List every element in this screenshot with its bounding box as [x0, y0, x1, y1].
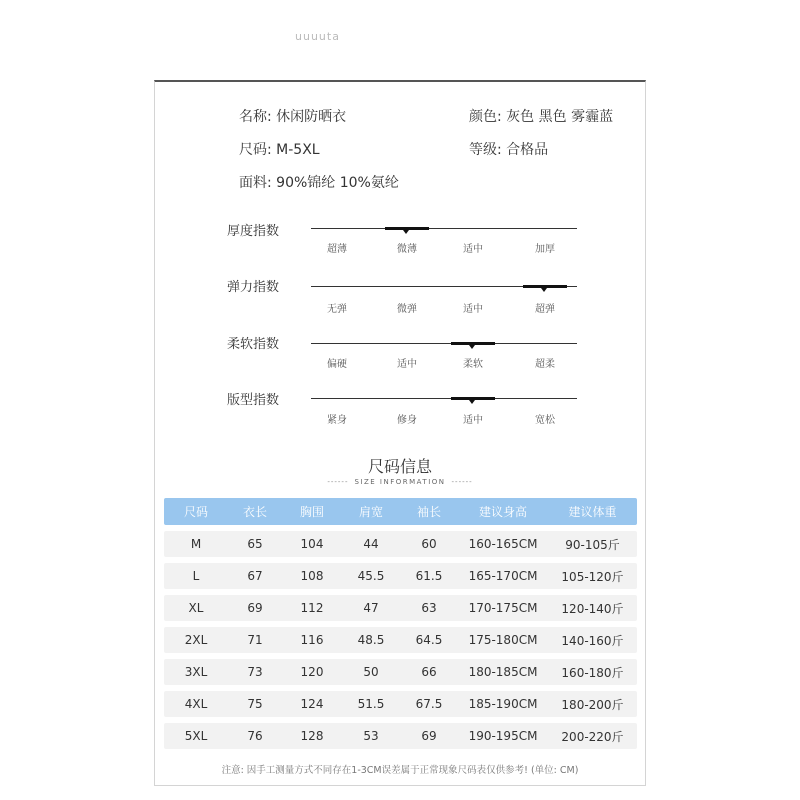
table-cell: 67.5: [415, 697, 443, 711]
table-cell: 165-170CM: [468, 569, 538, 583]
table-cell: 48.5: [357, 633, 385, 647]
index-scale-line: [311, 398, 577, 399]
column-header: 袖长: [416, 505, 441, 519]
table-row: [164, 691, 637, 717]
product-fabric: 面料: 90%锦纶 10%氨纶: [239, 175, 399, 191]
index-marker: [523, 285, 567, 288]
column-header: 衣长: [242, 505, 267, 519]
table-cell: 67: [247, 569, 263, 583]
table-cell: 51.5: [357, 697, 385, 711]
measurement-note: 注意: 因手工测量方式不同存在1-3CM误差属于正常现象尺码表仅供参考! (单位: CM): [221, 765, 579, 776]
table-cell: 47: [363, 601, 379, 615]
table-cell: 140-160斤: [561, 633, 624, 648]
table-cell: 116: [300, 633, 324, 647]
index-option: 微薄: [397, 244, 417, 255]
index-label: 弹力指数: [227, 280, 280, 295]
table-cell: 61.5: [415, 569, 443, 583]
table-row: [164, 627, 637, 653]
index-option: 超柔: [535, 359, 555, 370]
table-cell: 128: [300, 729, 324, 743]
table-cell: 112: [300, 601, 324, 615]
table-cell: 65: [247, 537, 263, 551]
index-scale-line: [311, 343, 577, 344]
index-option: 紧身: [327, 415, 347, 426]
table-cell: 44: [363, 537, 379, 551]
marker-pointer-icon: [403, 230, 409, 234]
index-scale-line: [311, 228, 577, 229]
index-option: 修身: [397, 415, 417, 426]
table-row: [164, 659, 637, 685]
size-info-title: 尺码信息: [367, 457, 432, 476]
marker-pointer-icon: [469, 400, 475, 404]
table-cell: 69: [421, 729, 437, 743]
index-option: 无弹: [327, 304, 347, 315]
table-cell: 64.5: [415, 633, 443, 647]
table-cell: 104: [300, 537, 324, 551]
index-option: 柔软: [463, 359, 483, 370]
index-option: 超弹: [535, 304, 555, 315]
table-cell: 180-200斤: [561, 697, 624, 712]
table-cell: XL: [188, 601, 204, 615]
table-cell: 3XL: [184, 665, 208, 679]
index-option: 宽松: [535, 415, 555, 426]
table-cell: 63: [421, 601, 437, 615]
table-cell: 53: [363, 729, 379, 743]
index-label: 厚度指数: [227, 224, 280, 239]
index-option: 适中: [463, 244, 483, 255]
index-marker: [451, 342, 495, 345]
table-cell: 160-180斤: [561, 665, 624, 680]
table-cell: 105-120斤: [561, 569, 624, 584]
marker-pointer-icon: [541, 288, 547, 292]
table-cell: 2XL: [184, 633, 208, 647]
table-cell: 50: [363, 665, 379, 679]
column-header: 建议身高: [478, 505, 527, 519]
index-option: 偏硬: [327, 359, 347, 370]
column-header: 肩宽: [358, 505, 383, 519]
table-cell: 5XL: [184, 729, 208, 743]
index-label: 版型指数: [227, 393, 280, 408]
index-option: 适中: [397, 359, 417, 370]
table-row: [164, 595, 637, 621]
table-cell: 108: [300, 569, 324, 583]
table-cell: 160-165CM: [468, 537, 538, 551]
table-cell: 124: [300, 697, 324, 711]
index-marker: [451, 397, 495, 400]
product-colors: 颜色: 灰色 黑色 雾霾蓝: [469, 109, 614, 125]
index-marker: [385, 227, 429, 230]
table-cell: M: [190, 537, 202, 551]
table-cell: 175-180CM: [468, 633, 538, 647]
table-cell: 190-195CM: [468, 729, 538, 743]
index-option: 适中: [463, 304, 483, 315]
table-cell: L: [192, 569, 200, 583]
marker-pointer-icon: [469, 345, 475, 349]
table-cell: 69: [247, 601, 263, 615]
column-header: 胸围: [299, 505, 324, 519]
table-cell: 71: [247, 633, 263, 647]
index-option: 适中: [463, 415, 483, 426]
table-cell: 66: [421, 665, 437, 679]
table-cell: 76: [247, 729, 263, 743]
table-row: [164, 531, 637, 557]
table-header-row: [164, 498, 637, 525]
table-cell: 73: [247, 665, 263, 679]
table-row: [164, 563, 637, 589]
index-label: 柔软指数: [227, 337, 280, 352]
table-cell: 60: [421, 537, 437, 551]
product-grade: 等级: 合格品: [469, 142, 549, 158]
table-cell: 170-175CM: [468, 601, 538, 615]
table-cell: 185-190CM: [468, 697, 538, 711]
index-option: 加厚: [535, 244, 555, 255]
product-size-range: 尺码: M-5XL: [239, 142, 320, 158]
table-cell: 4XL: [184, 697, 208, 711]
header-stub: uuuuta: [295, 30, 340, 43]
column-header: 建议体重: [568, 505, 617, 519]
table-cell: 180-185CM: [468, 665, 538, 679]
table-row: [164, 723, 637, 749]
table-cell: 45.5: [357, 569, 385, 583]
index-option: 微弹: [397, 304, 417, 315]
table-cell: 200-220斤: [561, 729, 624, 744]
table-cell: 75: [247, 697, 263, 711]
column-header: 尺码: [183, 505, 208, 519]
product-name: 名称: 休闲防晒衣: [239, 109, 347, 125]
size-info-subtitle: ------ SIZE INFORMATION ------: [327, 478, 473, 486]
table-cell: 90-105斤: [565, 537, 620, 552]
index-option: 超薄: [327, 244, 347, 255]
table-cell: 120: [300, 665, 324, 679]
table-cell: 120-140斤: [561, 601, 624, 616]
product-card: [154, 80, 646, 786]
